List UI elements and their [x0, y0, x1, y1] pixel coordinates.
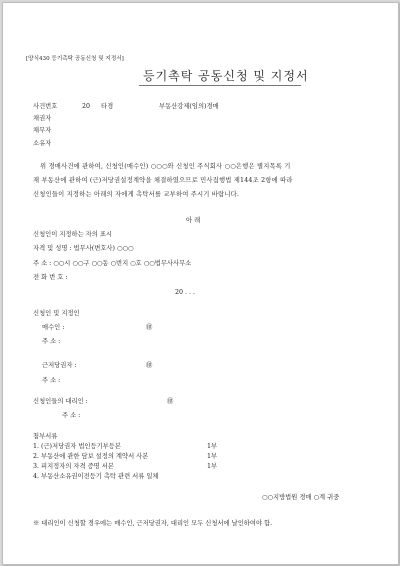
attachment-item-2: 2. 부동산에 관한 담보 설정의 계약서 사본	[33, 453, 149, 460]
attachment-item-3-count: 1부	[207, 463, 218, 470]
attachments-heading: 첨부서류	[33, 433, 58, 440]
designee-address: 주 소 : ○○시 ○○구 ○○동 ○번지 ○호 ○○법무사사무소	[33, 260, 192, 267]
buyer-seal: ㊞	[146, 324, 153, 331]
date-line: 20 . . .	[175, 289, 196, 296]
mortgagee-address-label: 주 소 :	[42, 377, 61, 384]
designee-name: 자격 및 성명 : 법무사(변호사) ○○○	[33, 245, 134, 252]
creditor-label: 채권자	[33, 115, 52, 122]
mortgagee-label: 근저당권자 :	[42, 362, 77, 369]
designee-heading: 신청인이 지정하는 자의 표시	[33, 231, 112, 238]
case-type: 부동산강제(임의)경매	[159, 103, 219, 110]
owner-label: 소유자	[33, 140, 52, 147]
case-number-label: 사건번호	[33, 103, 58, 110]
designee-phone: 전 화 번 호 :	[33, 274, 68, 281]
applicants-heading: 신청인 및 지정인	[33, 310, 80, 317]
body-line-2: 재 부동산에 관하여 (근)저당권설정계약을 체결하였으므로 민사집행법 제144조 2항에 따라	[33, 177, 293, 184]
below-heading: 아 래	[186, 217, 201, 224]
attachment-item-2-count: 1부	[207, 453, 218, 460]
footnote: ※ 대리인이 신청할 경우에는 매수인, 근저당권자, 대리인 모두 신청서에 날인하여야 함.	[33, 520, 273, 527]
mortgagee-seal: ㊞	[146, 362, 153, 369]
body-line-1: 위 경매사건에 관하여, 신청인(매수인) ○○○와 신청인 주식회사 ○○은행은 별지목록 기	[40, 163, 291, 170]
attachment-item-4: 4. 부동산소유권이전등기 촉탁 관련 서류 일체	[33, 473, 159, 480]
buyer-label: 매수인 :	[42, 324, 65, 331]
document-page	[2, 2, 399, 565]
buyer-address-label: 주 소 :	[42, 338, 61, 345]
agent-label: 신청인들의 대리인 :	[33, 398, 88, 405]
debtor-label: 채무자	[33, 127, 52, 134]
body-line-3: 신청인들이 지정하는 아래의 자에게 촉탁서를 교부하여 주시기 바랍니다.	[33, 191, 240, 198]
form-code: [양식430 등기촉탁 공동신청 및 지정서]	[26, 56, 124, 62]
attachment-item-1: 1. (근)저당권자 법인등기부등본	[33, 443, 121, 450]
attachment-item-1-count: 1부	[207, 443, 218, 450]
agent-seal: ㊞	[167, 398, 174, 405]
title-underline	[139, 85, 301, 86]
document-title: 등기촉탁 공동신청 및 지정서	[143, 69, 309, 83]
case-year: 20	[82, 103, 91, 110]
court-line: ○○지방법원 경매 ○계 귀중	[262, 494, 340, 501]
agent-address-label: 주 소 :	[62, 412, 81, 419]
attachment-item-3: 3. 피지정자의 자격 증명 서본	[33, 463, 114, 470]
case-number-suffix: 타경	[101, 103, 114, 110]
